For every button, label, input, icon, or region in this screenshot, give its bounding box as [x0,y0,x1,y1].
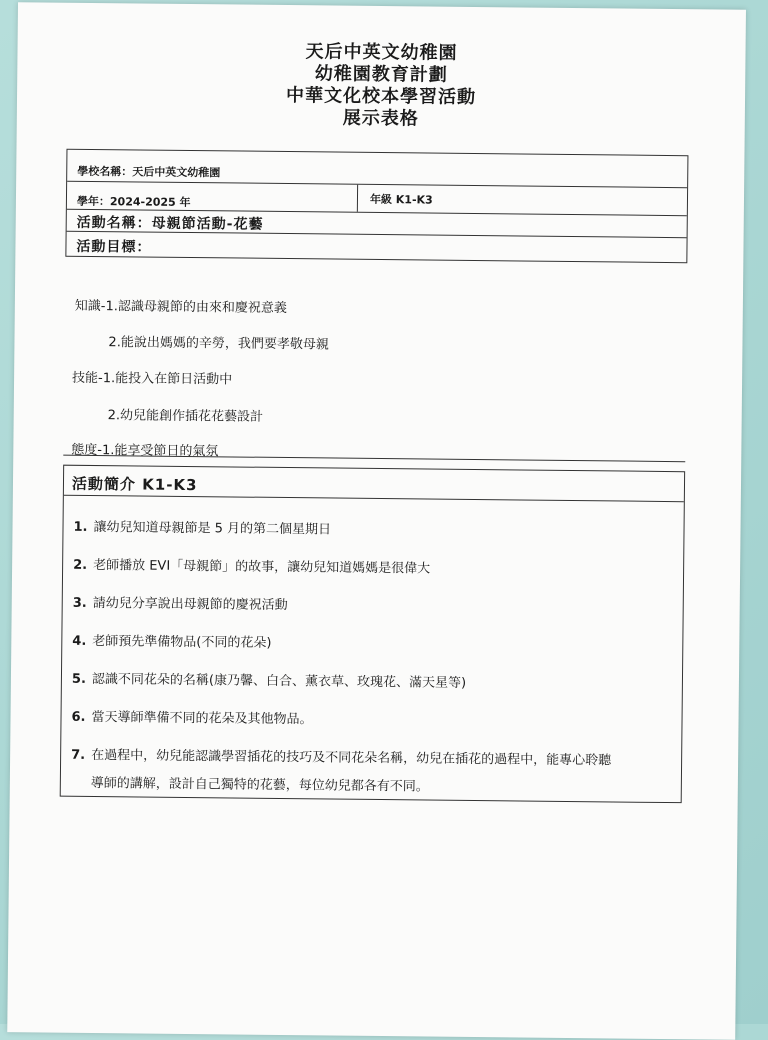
grade-cell [358,185,687,215]
activity-title: 中華文化校本學習活動 [285,85,477,108]
intro-header: 活動簡介 K1-K3 [71,474,198,495]
goal-knowledge-2: 2.能說出媽媽的辛勞，我們要孝敬母親 [108,335,329,353]
plan-title: 幼稚園教育計劃 [314,63,448,86]
goals-header-row [66,232,686,262]
school-title: 天后中英文幼稚園 [305,41,458,64]
school-year: 學年：2024-2025 年 [76,194,191,210]
goal-attitude-1: 態度-1.能享受節日的氣氛 [71,442,219,460]
list-item: 3. 請幼兒分享說出母親節的慶祝活動 [72,595,288,614]
goal-skill-1: 技能-1.能投入在節日活動中 [72,370,233,388]
document-title-block [17,38,746,134]
goals-list [65,295,687,460]
info-table [65,149,688,264]
intro-table [60,465,685,803]
list-item: 1. 讓幼兒知道母親節是 5 月的第二個星期日 [73,519,332,538]
form-title: 展示表格 [342,107,419,130]
year-cell [67,182,358,212]
list-item: 7. 在過程中，幼兒能認識學習插花的技巧及不同花朵名稱，幼兒在插花的過程中，能專心聆聽 [71,747,612,769]
paper-sheet [7,2,746,1040]
list-item: 4. 老師預先準備物品(不同的花朵) [72,633,272,651]
goal-knowledge-1: 知識-1.認識母親節的由來和慶祝意義 [74,298,288,317]
activity-name: 活動名稱：母親節活動-花藝 [76,214,264,233]
goal-skill-2: 2.幼兒能創作插花花藝設計 [107,408,264,425]
list-item-continuation: 導師的講解，設計自己獨特的花藝，每位幼兒都各有不同。 [90,775,429,795]
goals-header: 活動目標： [76,238,152,256]
list-item: 5. 認識不同花朵的名稱(康乃馨、白合、薰衣草、玫瑰花、滿天星等) [71,671,467,691]
school-name: 學校名稱：天后中英文幼稚園 [77,164,221,180]
intro-items [61,496,684,802]
list-item: 6. 當天導師準備不同的花朵及其他物品。 [71,709,313,728]
list-item: 2. 老師播放 EVI「母親節」的故事，讓幼兒知道媽媽是很偉大 [73,557,431,577]
grade-level: 年級 K1-K3 [369,192,433,207]
